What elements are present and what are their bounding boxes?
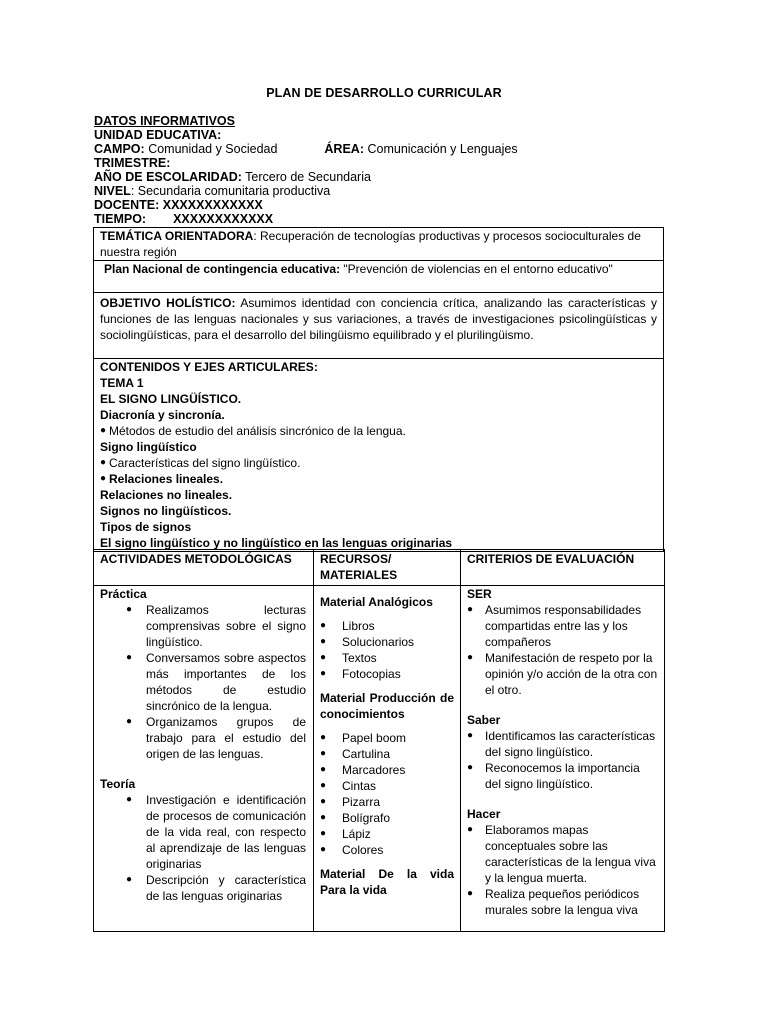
contenidos-heading: CONTENIDOS Y EJES ARTICULARES: bbox=[100, 360, 318, 374]
hacer-item bbox=[467, 886, 658, 918]
bullet-icon: ● bbox=[125, 874, 132, 885]
produccion-item-text: Papel boom bbox=[342, 731, 407, 745]
practica-item-text: Conversamos sobre aspectos más importantes de los métodos de estudio sincrónico de la lengua. bbox=[146, 651, 306, 713]
hacer-label: Hacer bbox=[467, 807, 501, 821]
signo-ling-label: Signo lingüístico bbox=[100, 440, 197, 454]
bullet-icon: ● bbox=[125, 652, 132, 663]
analogico-item bbox=[320, 618, 454, 634]
ser-item bbox=[467, 650, 658, 698]
teoria-label: Teoría bbox=[100, 777, 136, 791]
campo-row bbox=[94, 142, 674, 156]
produccion-item-text: Colores bbox=[342, 843, 384, 857]
produccion-label: Material Producción de conocimientos bbox=[320, 691, 454, 721]
bullet-icon: ● bbox=[320, 668, 327, 679]
plan-cell bbox=[94, 261, 664, 293]
ser-item-text: Asumimos responsabilidades compartidas entre las y los compañeros bbox=[485, 603, 642, 649]
plan-text: "Prevención de violencias en el entorno educativo" bbox=[340, 262, 613, 276]
actividades-cell bbox=[94, 586, 314, 932]
activities-table bbox=[93, 549, 665, 932]
bullet-icon: ● bbox=[467, 730, 474, 741]
produccion-item-text: Bolígrafo bbox=[342, 811, 391, 825]
bullet-icon: ● bbox=[467, 762, 474, 773]
practica-item bbox=[100, 650, 307, 714]
analogicos-label: Material Analógicos bbox=[320, 595, 433, 609]
analogico-item-text: Textos bbox=[342, 651, 377, 665]
produccion-item bbox=[320, 762, 454, 778]
criterios-cell bbox=[461, 586, 665, 932]
anio-value: Tercero de Secundaria bbox=[245, 170, 371, 184]
ser-label: SER bbox=[467, 587, 492, 601]
saber-item-text: Reconocemos la importancia del signo lingüístico. bbox=[485, 761, 640, 791]
bullet-icon: ● bbox=[320, 796, 327, 807]
signo-originarias: El signo lingüístico y no lingüístico en las lenguas originarias bbox=[100, 536, 453, 550]
anio-label: AÑO DE ESCOLARIDAD: bbox=[94, 170, 242, 184]
saber-item bbox=[467, 728, 658, 760]
bullet-icon: ● bbox=[320, 652, 327, 663]
teoria-item-text: Descripción y característica de las lenguas originarias bbox=[146, 873, 306, 903]
recursos-cell bbox=[314, 586, 461, 932]
campo-value: Comunidad y Sociedad bbox=[148, 142, 278, 156]
analogico-item-text: Solucionarios bbox=[342, 635, 415, 649]
bullet-icon: ● bbox=[100, 457, 107, 468]
list-item bbox=[100, 455, 657, 471]
bullet-icon: ● bbox=[467, 824, 474, 835]
tiempo-label: TIEMPO: bbox=[94, 212, 147, 226]
bullet-icon: ● bbox=[320, 748, 327, 759]
area-value: Comunicación y Lenguajes bbox=[367, 142, 518, 156]
bullet-icon: ● bbox=[320, 812, 327, 823]
produccion-item-text: Cintas bbox=[342, 779, 377, 793]
bullet-icon: ● bbox=[125, 716, 132, 727]
objetivo-text: Asumimos identidad con conciencia crítica, analizando las características y funciones de las lenguas nacionales y sus variaciones, a través de investigaciones psicolingüísticas y sociolingüísticas, para el desarrollo del bilingüismo equilibrado y el plurilingüismo. bbox=[100, 296, 658, 342]
signos-no-linguisticos: Signos no lingüísticos. bbox=[100, 504, 232, 518]
hacer-item-text: Realiza pequeños periódicos murales sobre la lengua viva bbox=[485, 887, 640, 917]
bullet-icon: ● bbox=[467, 652, 474, 663]
saber-label: Saber bbox=[467, 713, 501, 727]
unidad-label: UNIDAD EDUCATIVA: bbox=[94, 128, 222, 142]
analogico-item-text: Fotocopias bbox=[342, 667, 401, 681]
area-label: ÁREA: bbox=[324, 142, 364, 156]
tipos-signos: Tipos de signos bbox=[100, 520, 192, 534]
produccion-item-text: Pizarra bbox=[342, 795, 381, 809]
header-recursos: RECURSOS/ MATERIALES bbox=[314, 550, 461, 586]
bullet-icon: ● bbox=[467, 604, 474, 615]
anio-row bbox=[94, 170, 674, 184]
document-title: PLAN DE DESARROLLO CURRICULAR bbox=[266, 86, 502, 100]
bullet-icon: ● bbox=[100, 425, 107, 436]
practica-item-text: Organizamos grupos de trabajo para el estudio del origen de las lenguas. bbox=[146, 715, 306, 761]
tiempo-row bbox=[94, 212, 674, 226]
produccion-item bbox=[320, 778, 454, 794]
bullet-icon: ● bbox=[100, 473, 107, 484]
nivel-row bbox=[94, 184, 674, 198]
produccion-item bbox=[320, 794, 454, 810]
header-actividades: ACTIVIDADES METODOLÓGICAS bbox=[94, 550, 314, 586]
bullet-icon: ● bbox=[320, 780, 327, 791]
produccion-item-text: Cartulina bbox=[342, 747, 391, 761]
practica-item bbox=[100, 714, 307, 762]
bullet-icon: ● bbox=[320, 844, 327, 855]
produccion-item bbox=[320, 810, 454, 826]
relaciones-no-lineales: Relaciones no lineales. bbox=[100, 488, 233, 502]
signo-title: EL SIGNO LINGÜÍSTICO. bbox=[100, 392, 242, 406]
relaciones-lineales: Relaciones lineales. bbox=[109, 472, 224, 486]
plan-table bbox=[93, 227, 664, 552]
metodos-text: Métodos de estudio del análisis sincrónico de la lengua. bbox=[109, 424, 406, 438]
tiempo-value: XXXXXXXXXXXX bbox=[173, 212, 274, 226]
bullet-icon: ● bbox=[320, 732, 327, 743]
objetivo-cell bbox=[94, 293, 664, 359]
trimestre-label: TRIMESTRE: bbox=[94, 156, 171, 170]
analogico-item-text: Libros bbox=[342, 619, 375, 633]
teoria-item bbox=[100, 872, 307, 904]
teoria-item-text: Investigación e identificación de procesos de comunicación de la vida real, con respecto al aprendizaje de las lenguas originarias bbox=[146, 793, 306, 871]
tema-label: TEMA 1 bbox=[100, 376, 144, 390]
hacer-item bbox=[467, 822, 658, 886]
practica-item-text: Realizamos lecturas comprensivas sobre el signo lingüístico. bbox=[146, 603, 306, 649]
ser-item bbox=[467, 602, 658, 650]
produccion-item-text: Lápiz bbox=[342, 827, 371, 841]
contenidos-cell bbox=[94, 359, 664, 552]
analogico-item bbox=[320, 650, 454, 666]
list-item bbox=[100, 471, 657, 487]
produccion-item bbox=[320, 746, 454, 762]
bullet-icon: ● bbox=[125, 604, 132, 615]
vida-label: Material De la vida Para la vida bbox=[320, 867, 454, 897]
nivel-label: NIVEL bbox=[94, 184, 131, 198]
campo-label: CAMPO: bbox=[94, 142, 145, 156]
teoria-item bbox=[100, 792, 307, 872]
bullet-icon: ● bbox=[125, 794, 132, 805]
analogico-item bbox=[320, 634, 454, 650]
tematica-text: : Recuperación de tecnologías productivas y procesos socioculturales de nuestra región bbox=[100, 229, 641, 259]
practica-label: Práctica bbox=[100, 587, 147, 601]
analogico-item bbox=[320, 666, 454, 682]
docente-row: DOCENTE: XXXXXXXXXXXX bbox=[94, 198, 263, 212]
bullet-icon: ● bbox=[320, 620, 327, 631]
plan-label: Plan Nacional de contingencia educativa: bbox=[104, 262, 341, 276]
produccion-item bbox=[320, 826, 454, 842]
list-item bbox=[100, 423, 657, 439]
saber-item bbox=[467, 760, 658, 792]
ser-item-text: Manifestación de respeto por la opinión y/o acción de la otra con el otro. bbox=[485, 651, 658, 697]
datos-informativos bbox=[94, 114, 674, 226]
bullet-icon: ● bbox=[320, 764, 327, 775]
objetivo-label: OBJETIVO HOLÍSTICO: bbox=[100, 296, 236, 310]
saber-item-text: Identificamos las características del signo lingüístico. bbox=[485, 729, 656, 759]
bullet-icon: ● bbox=[467, 888, 474, 899]
caracteristicas-text: Características del signo lingüístico. bbox=[109, 456, 301, 470]
info-heading: DATOS INFORMATIVOS bbox=[94, 114, 235, 128]
produccion-item bbox=[320, 730, 454, 746]
nivel-value: : Secundaria comunitaria productiva bbox=[130, 184, 331, 198]
produccion-item-text: Marcadores bbox=[342, 763, 406, 777]
hacer-item-text: Elaboramos mapas conceptuales sobre las características de la lengua viva y la lengua muerta. bbox=[485, 823, 656, 885]
tematica-cell bbox=[94, 228, 664, 261]
bullet-icon: ● bbox=[320, 828, 327, 839]
practica-item bbox=[100, 602, 307, 650]
bullet-icon: ● bbox=[320, 636, 327, 647]
header-criterios: CRITERIOS DE EVALUACIÓN bbox=[461, 550, 665, 586]
tematica-label: TEMÁTICA ORIENTADORA bbox=[100, 229, 254, 243]
produccion-item bbox=[320, 842, 454, 858]
diacronia-label: Diacronía y sincronía. bbox=[100, 408, 225, 422]
